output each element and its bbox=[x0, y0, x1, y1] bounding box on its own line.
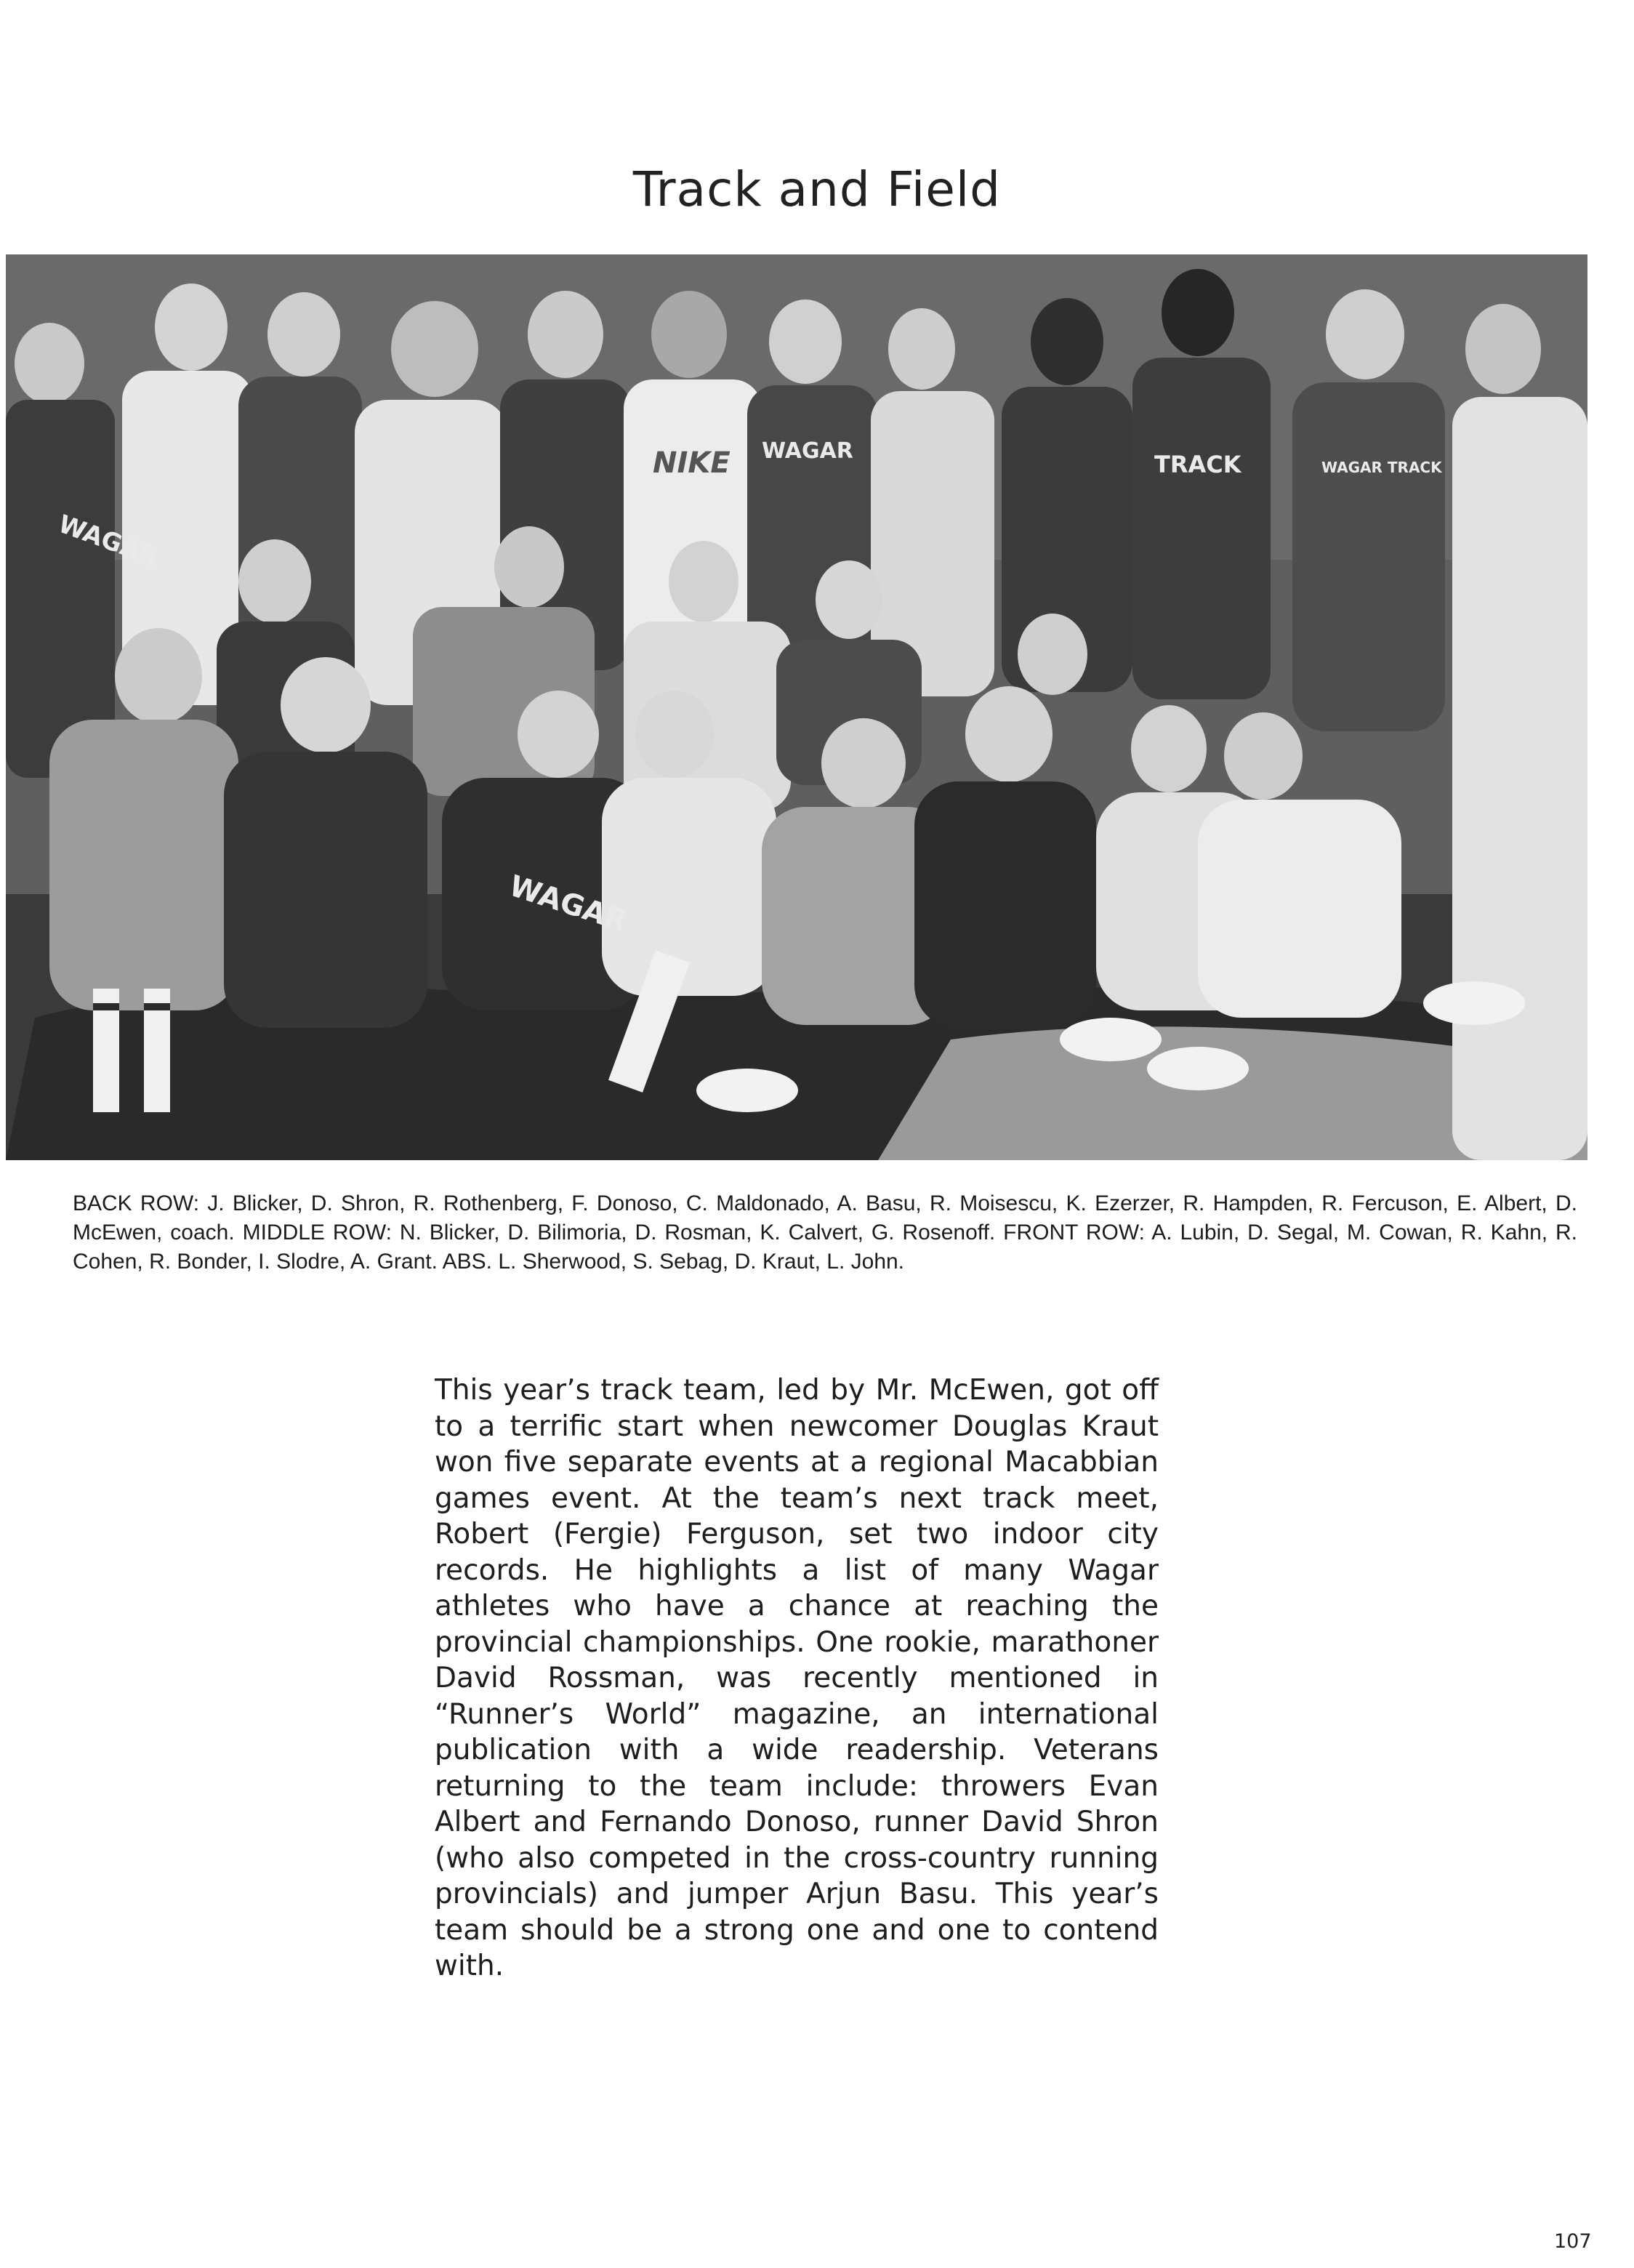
middle-row-label: MIDDLE ROW: bbox=[242, 1221, 392, 1244]
front-row-names: A. Lubin, D. Segal, M. Cowan, R. Kahn, R. Cohen, R. Bonder, I. Slodre, A. Grant. bbox=[73, 1221, 1577, 1274]
back-row-label: BACK ROW: bbox=[73, 1191, 200, 1215]
article-body: This year’s track team, led by Mr. McEwen, got off to a terrific start when newcomer Douglas Kraut won five separate events at a regional Macabbian games event. At the team’s next track meet, Robert (Fergie) Ferguson, set two indoor city records. He highlights a list of many Wagar athletes who have a chance at reaching the provincial championships. One rookie, marathoner David Rossman, was recently mentioned in “Runner’s World” magazine, an international publication with a wide readership. Veterans returning to the team include: throwers Evan Albert and Fernando Donoso, runner David Shron (who also competed in the cross-country running provincials) and jumper Arjun Basu. This year’s team should be a strong one and one to contend with. bbox=[435, 1374, 1159, 1982]
middle-row-names: N. Blicker, D. Bilimoria, D. Rosman, K. Calvert, G. Rosenoff. bbox=[399, 1221, 996, 1244]
photo-caption bbox=[73, 1189, 1577, 1276]
shirt-text-nike: NIKE bbox=[653, 446, 731, 480]
shirt-text-track: TRACK bbox=[1154, 451, 1241, 478]
front-row-label: FRONT ROW: bbox=[1003, 1221, 1145, 1244]
shirt-text-wagar-track: WAGAR TRACK bbox=[1321, 459, 1442, 476]
absent-names: L. Sherwood, S. Sebag, D. Kraut, L. John. bbox=[498, 1250, 905, 1274]
back-row-names: J. Blicker, D. Shron, R. Rothenberg, F. Donoso, C. Maldonado, A. Basu, R. Moisescu, K. Ezerzer, R. Hampden, R. Fercuson, E. Albert, D. McEwen, coach. bbox=[73, 1191, 1577, 1244]
shirt-text-wagar-3: WAGAR bbox=[504, 869, 632, 939]
page-title: Track and Field bbox=[632, 161, 1002, 217]
page-number: 107 bbox=[1554, 2230, 1592, 2253]
team-photo-illustration bbox=[6, 254, 1587, 1160]
absent-label: ABS. bbox=[442, 1250, 493, 1274]
team-photo bbox=[6, 254, 1587, 1160]
shirt-text-wagar-2: WAGAR bbox=[762, 438, 853, 464]
shirt-text-wagar-1: WAGAR bbox=[54, 509, 162, 573]
